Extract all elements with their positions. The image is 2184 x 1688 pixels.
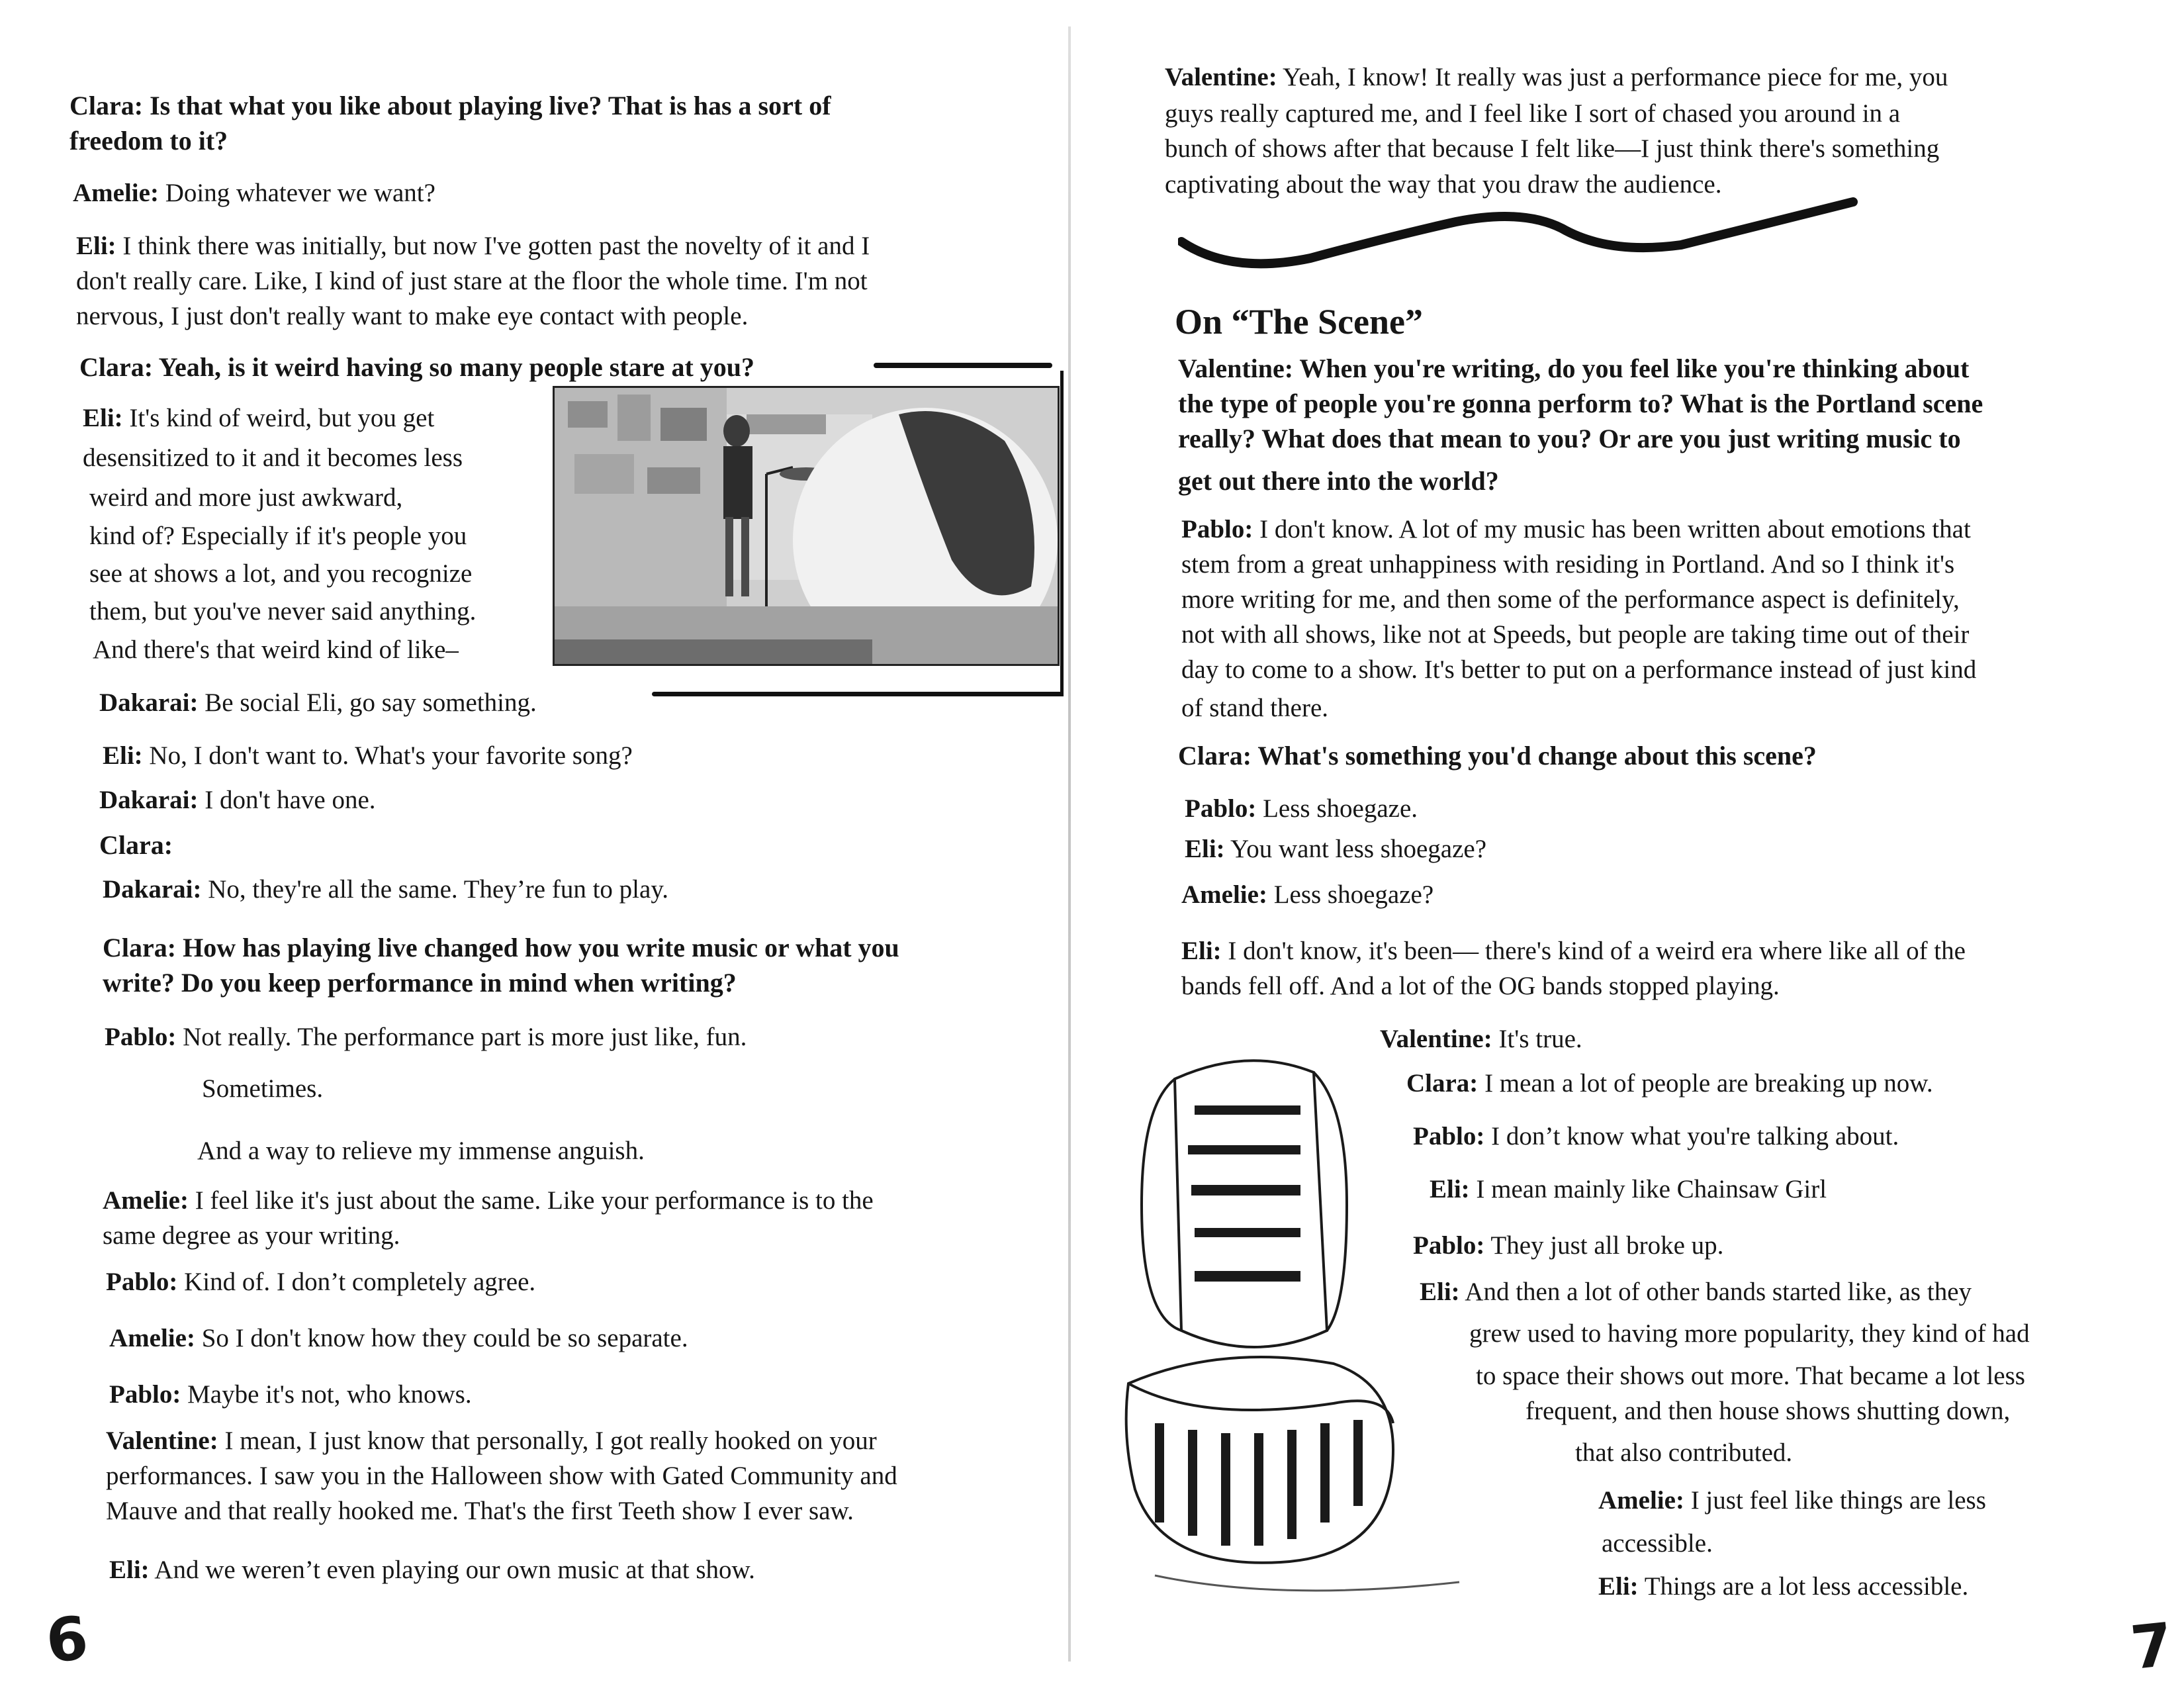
text-line: Amelie: Less shoegaze? [1181,880,1434,909]
text-line: weird and more just awkward, [89,483,403,512]
marker-stroke [874,363,1052,368]
page-number: 7 [2127,1610,2176,1683]
text-line: Eli: And then a lot of other bands started like, as they [1420,1278,1972,1306]
text-line: Valentine: When you're writing, do you feel like you're thinking about [1178,353,1970,383]
text-line: Amelie: I feel like it's just about the same. Like your performance is to the [103,1186,874,1215]
text-line: stem from a great unhappiness with residing in Portland. And so I think it's [1181,550,1955,579]
text-line: not with all shows, like not at Speeds, but people are taking time out of their [1181,620,1970,649]
text-line: Eli: It's kind of weird, but you get [83,404,435,432]
wavy-divider [1178,195,1860,275]
text-line: grew used to having more popularity, they kind of had [1469,1319,2030,1348]
text-line: Dakarai: Be social Eli, go say something. [99,688,537,717]
text-line: Eli: I mean mainly like Chainsaw Girl [1430,1175,1827,1203]
marker-stroke [1060,371,1064,696]
text-line: Valentine: Yeah, I know! It really was just a performance piece for me, you [1165,63,1948,91]
text-line: freedom to it? [69,126,228,156]
text-line: Valentine: It's true. [1380,1025,1582,1053]
text-line: Eli: I don't know, it's been— there's kind of a weird era where like all of the [1181,937,1966,965]
text-line: performances. I saw you in the Halloween show with Gated Community and [106,1462,897,1490]
text-line: Pablo: Kind of. I don’t completely agree. [106,1268,536,1296]
photo-illustration [555,388,1058,664]
text-line: Dakarai: No, they're all the same. They’re fun to play. [103,875,669,904]
text-line: Valentine: I mean, I just know that personally, I got really hooked on your [106,1427,877,1455]
text-line: accessible. [1602,1529,1713,1558]
text-line: the type of people you're gonna perform to? What is the Portland scene [1178,389,1983,418]
text-line: of stand there. [1181,694,1329,722]
text-line: And a way to relieve my immense anguish. [197,1137,645,1165]
text-line: Clara: What's something you'd change about this scene? [1178,741,1817,771]
text-line: Clara: Is that what you like about playing live? That is has a sort of [69,91,831,120]
text-line: Amelie: So I don't know how they could be so separate. [109,1324,688,1352]
text-line: Pablo: They just all broke up. [1413,1231,1724,1260]
text-line: Eli: Things are a lot less accessible. [1598,1572,1969,1601]
text-line: Eli: I think there was initially, but now I've gotten past the novelty of it and I [76,232,870,260]
text-line: nervous, I just don't really want to make eye contact with people. [76,302,749,330]
text-line: Eli: You want less shoegaze? [1185,835,1487,863]
text-line: Pablo: Not really. The performance part is more just like, fun. [105,1023,747,1051]
section-heading: On “The Scene” [1175,302,1424,342]
text-line: bunch of shows after that because I felt like—I just think there's something [1165,134,1940,163]
text-line: Mauve and that really hooked me. That's the first Teeth show I ever saw. [106,1497,854,1525]
text-line: bands fell off. And a lot of the OG bands stopped playing. [1181,972,1780,1000]
text-line: Clara: I mean a lot of people are breaking up now. [1406,1069,1933,1098]
text-line: Pablo: Maybe it's not, who knows. [109,1380,472,1409]
text-line: Dakarai: I don't have one. [99,786,376,814]
text-line: to space their shows out more. That became a lot less [1476,1362,2025,1390]
text-line: same degree as your writing. [103,1221,400,1250]
text-line: Amelie: Doing whatever we want? [73,179,435,207]
text-line: And there's that weird kind of like– [93,635,459,664]
text-line: Clara: [99,830,173,860]
text-line: that also contributed. [1575,1438,1793,1467]
text-line: really? What does that mean to you? Or are you just writing music to [1178,424,1961,453]
text-line: Sometimes. [202,1074,324,1103]
text-line: Eli: And we weren’t even playing our own music at that show. [109,1556,755,1584]
text-line: frequent, and then house shows shutting down, [1525,1397,2011,1425]
text-line: Pablo: I don't know. A lot of my music has been written about emotions that [1181,515,1971,543]
text-line: day to come to a show. It's better to put on a performance instead of just kind [1181,655,1977,684]
text-line: Clara: Yeah, is it weird having so many people stare at you? [79,352,755,382]
text-line: Amelie: I just feel like things are less [1598,1486,1986,1515]
text-line: guys really captured me, and I feel like I sort of chased you around in a [1165,99,1901,128]
band-performance-photo [553,386,1060,666]
text-line: Clara: How has playing live changed how you write music or what you [103,933,899,962]
text-line: write? Do you keep performance in mind when writing? [103,968,737,998]
text-line: desensitized to it and it becomes less [83,444,463,472]
text-line: kind of? Especially if it's people you [89,522,467,550]
left-page [0,0,1085,1688]
marker-stroke [652,692,1062,696]
text-line: Pablo: I don’t know what you're talking about. [1413,1122,1899,1150]
text-line: them, but you've never said anything. [89,597,477,626]
text-line: more writing for me, and then some of the performance aspect is definitely, [1181,585,1960,614]
text-line: Pablo: Less shoegaze. [1185,794,1418,823]
text-line: don't really care. Like, I kind of just stare at the floor the whole time. I'm not [76,267,868,295]
text-line: see at shows a lot, and you recognize [89,559,473,588]
page-number: 6 [42,1603,91,1677]
text-line: Eli: No, I don't want to. What's your favorite song? [103,741,633,770]
right-page [1085,0,2184,1688]
text-line: get out there into the world? [1178,466,1499,496]
text-line: captivating about the way that you draw the audience. [1165,170,1722,199]
